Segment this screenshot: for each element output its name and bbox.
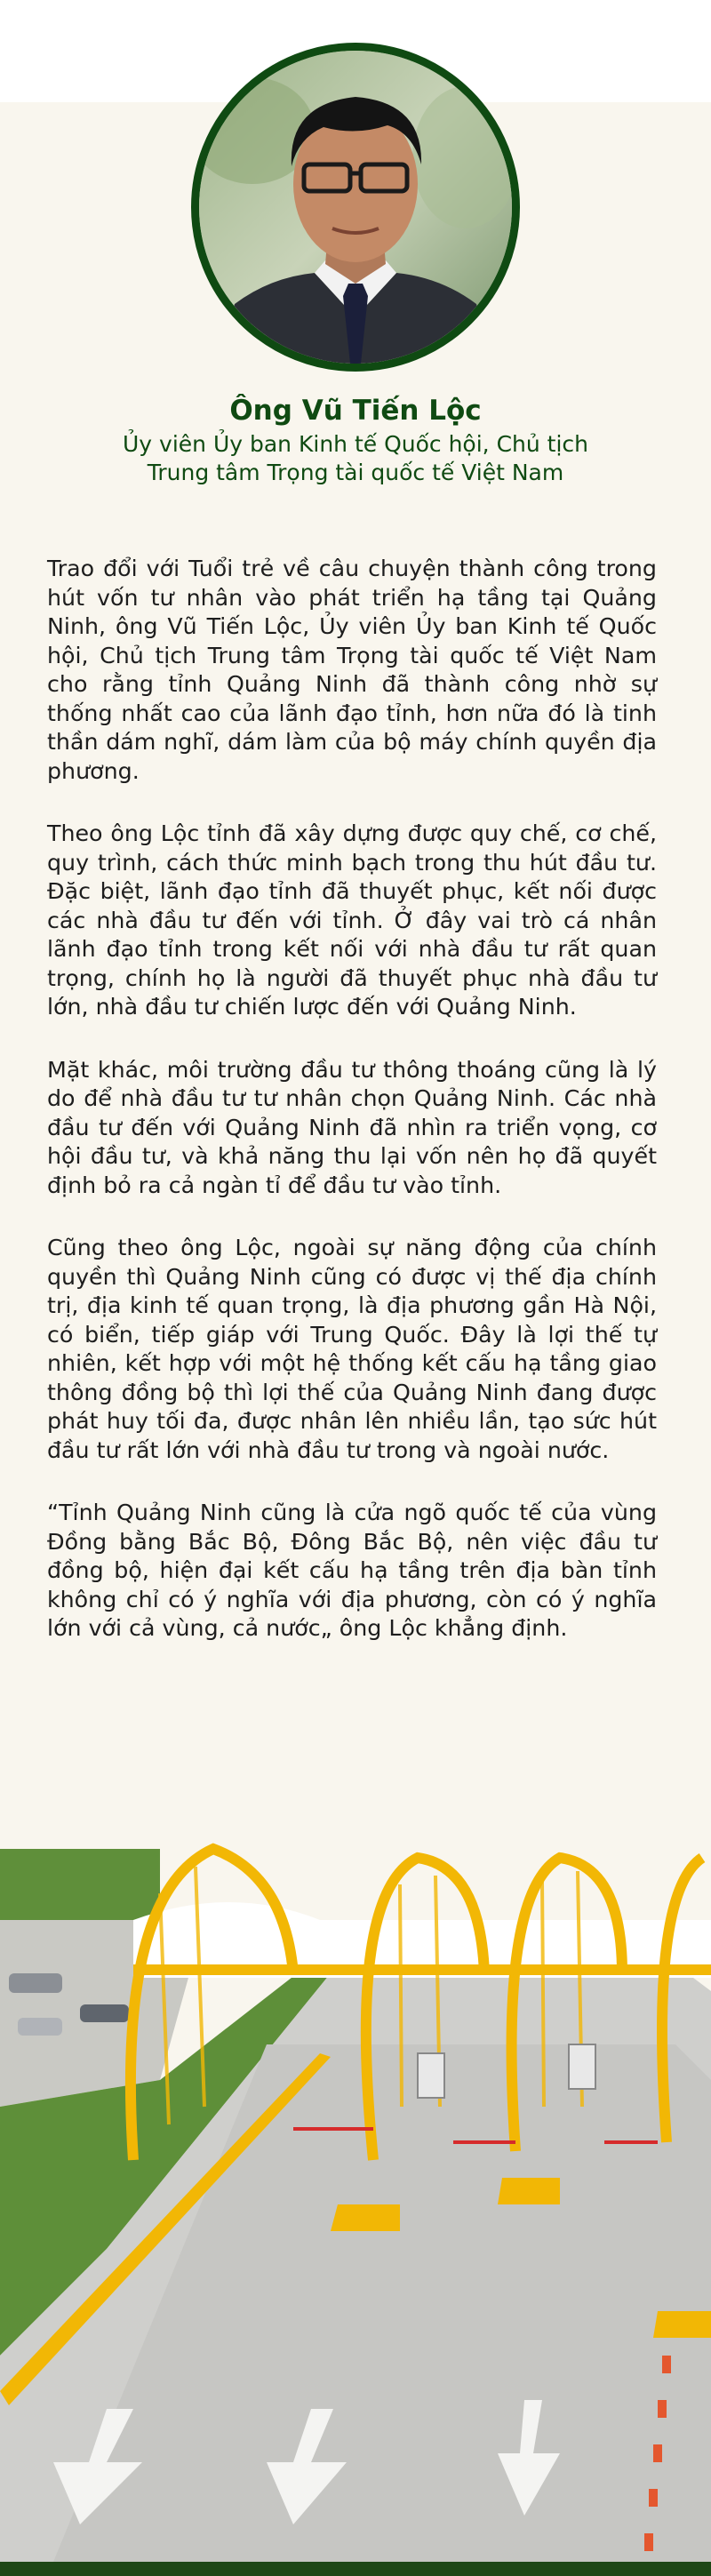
article-paragraph: Trao đổi với Tuổi trẻ về câu chuyện thành công trong hút vốn tư nhân vào phát triển hạ tầng tại Quảng Ninh, ông Vũ Tiến Lộc, Ủy viên Ủy ban Kinh tế Quốc hội, Chủ tịch Trung tâm Trọng tài quốc tế Việt Nam cho rằng tỉnh Quảng Ninh đã thành công nhờ sự thống nhất cao của lãnh đạo tỉnh, hơn nữa đó là tinh thần dám nghĩ, dám làm của bộ máy chính quyền địa phương. bbox=[47, 556, 657, 784]
article-paragraph: Theo ông Lộc tỉnh đã xây dựng được quy chế, cơ chế, quy trình, cách thức minh bạch trong thu hút đầu tư. Đặc biệt, lãnh đạo tỉnh đã thuyết phục, kết nối được các nhà đầu tư đến với tỉnh. Ở đây vai trò cá nhân lãnh đạo tỉnh trong kết nối với nhà đầu tư rất quan trọng, chính họ là người đã thuyết phục nhà đầu tư lớn, nhà đầu tư chiến lược đến với Quảng Ninh. bbox=[47, 820, 657, 1020]
footer-bar bbox=[0, 2562, 711, 2576]
person-title: Ủy viên Ủy ban Kinh tế Quốc hội, Chủ tịch Trung tâm Trọng tài quốc tế Việt Nam bbox=[123, 431, 588, 485]
person-name: Ông Vũ Tiến Lộc bbox=[229, 395, 482, 427]
toll-plaza-photo bbox=[0, 1787, 711, 2562]
portrait-photo bbox=[191, 43, 520, 372]
article-paragraph: Mặt khác, môi trường đầu tư thông thoáng cũng là lý do để nhà đầu tư tư nhân chọn Quảng Ninh. Các nhà đầu tư đến với Quảng Ninh đã nhìn ra triển vọng, cơ hội đầu tư, và khả năng thu lại vốn nên họ đã quyết định bỏ ra cả ngàn tỉ để đầu tư vào tỉnh. bbox=[47, 1056, 657, 1198]
article-paragraph: Cũng theo ông Lộc, ngoài sự năng động của chính quyền thì Quảng Ninh cũng có được vị thế địa chính trị, địa kinh tế quan trọng, là địa phương gần Hà Nội, có biển, tiếp giáp với Trung Quốc. Đây là lợi thế tự nhiên, kết hợp với một hệ thống kết cấu hạ tầng giao thông đồng bộ thì lợi thế của Quảng Ninh đang được phát huy tối đa, được nhân lên nhiều lần, tạo sức hút đầu tư rất lớn với nhà đầu tư trong và ngoài nước. bbox=[47, 1235, 657, 1463]
article-paragraph: “Tỉnh Quảng Ninh cũng là cửa ngõ quốc tế của vùng Đồng bằng Bắc Bộ, Đông Bắc Bộ, nên việc đầu tư đồng bộ, hiện đại kết cấu hạ tầng trên địa bàn tỉnh không chỉ có ý nghĩa với địa phương, còn có ý nghĩa lớn với cả vùng, cả nước„ ông Lộc khẳng định. bbox=[47, 1500, 657, 1641]
article-body bbox=[47, 555, 657, 1677]
